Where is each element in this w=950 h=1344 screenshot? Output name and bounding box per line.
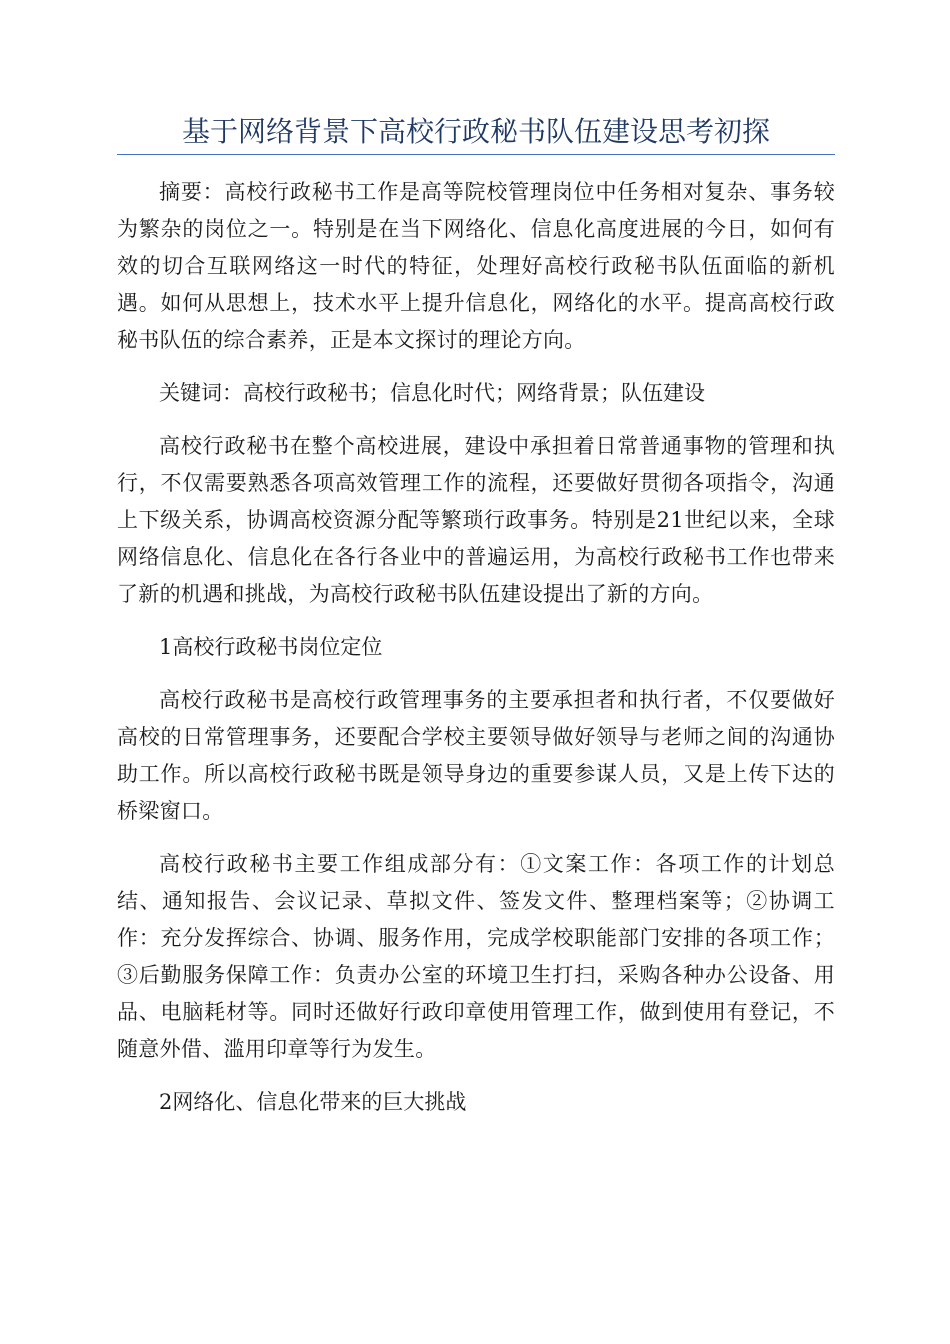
title-underline [117,154,835,155]
section-heading-1: 1高校行政秘书岗位定位 [159,635,383,659]
document-title: 基于网络背景下高校行政秘书队伍建设思考初探 [181,115,770,148]
intro-paragraph: 高校行政秘书在整个高校进展，建设中承担着日常普通事物的管理和执行，不仅需要熟悉各项高效管理工作的流程，还要做好贯彻各项指令，沟通上下级关系，协调高校资源分配等繁琐行政事务。特别是21世纪以来，全球网络信息化、信息化在各行各业中的普遍运用，为高校行政秘书工作也带来了新的机遇和挑战，为高校行政秘书队伍建设提出了新的方向。 [117,434,835,606]
body-paragraph: 高校行政秘书是高校行政管理事务的主要承担者和执行者，不仅要做好高校的日常管理事务，还要配合学校主要领导做好领导与老师之间的沟通协助工作。所以高校行政秘书既是领导身边的重要参谋人员，又是上传下达的桥梁窗口。 [117,688,835,823]
section-heading-2: 2网络化、信息化带来的巨大挑战 [159,1090,467,1114]
document-body [117,174,835,1137]
keywords-paragraph: 关键词：高校行政秘书；信息化时代；网络背景；队伍建设 [159,381,705,405]
abstract-paragraph: 摘要：高校行政秘书工作是高等院校管理岗位中任务相对复杂、事务较为繁杂的岗位之一。特别是在当下网络化、信息化高度进展的今日，如何有效的切合互联网络这一时代的特征，处理好高校行政秘书队伍面临的新机遇。如何从思想上，技术水平上提升信息化，网络化的水平。提高高校行政秘书队伍的综合素养，正是本文探讨的理论方向。 [117,180,835,352]
body-paragraph: 高校行政秘书主要工作组成部分有：①文案工作：各项工作的计划总结、通知报告、会议记录、草拟文件、签发文件、整理档案等；②协调工作：充分发挥综合、协调、服务作用，完成学校职能部门安排的各项工作；③后勤服务保障工作：负责办公室的环境卫生打扫，采购各种办公设备、用品、电脑耗材等。同时还做好行政印章使用管理工作，做到使用有登记，不随意外借、滥用印章等行为发生。 [117,852,835,1061]
